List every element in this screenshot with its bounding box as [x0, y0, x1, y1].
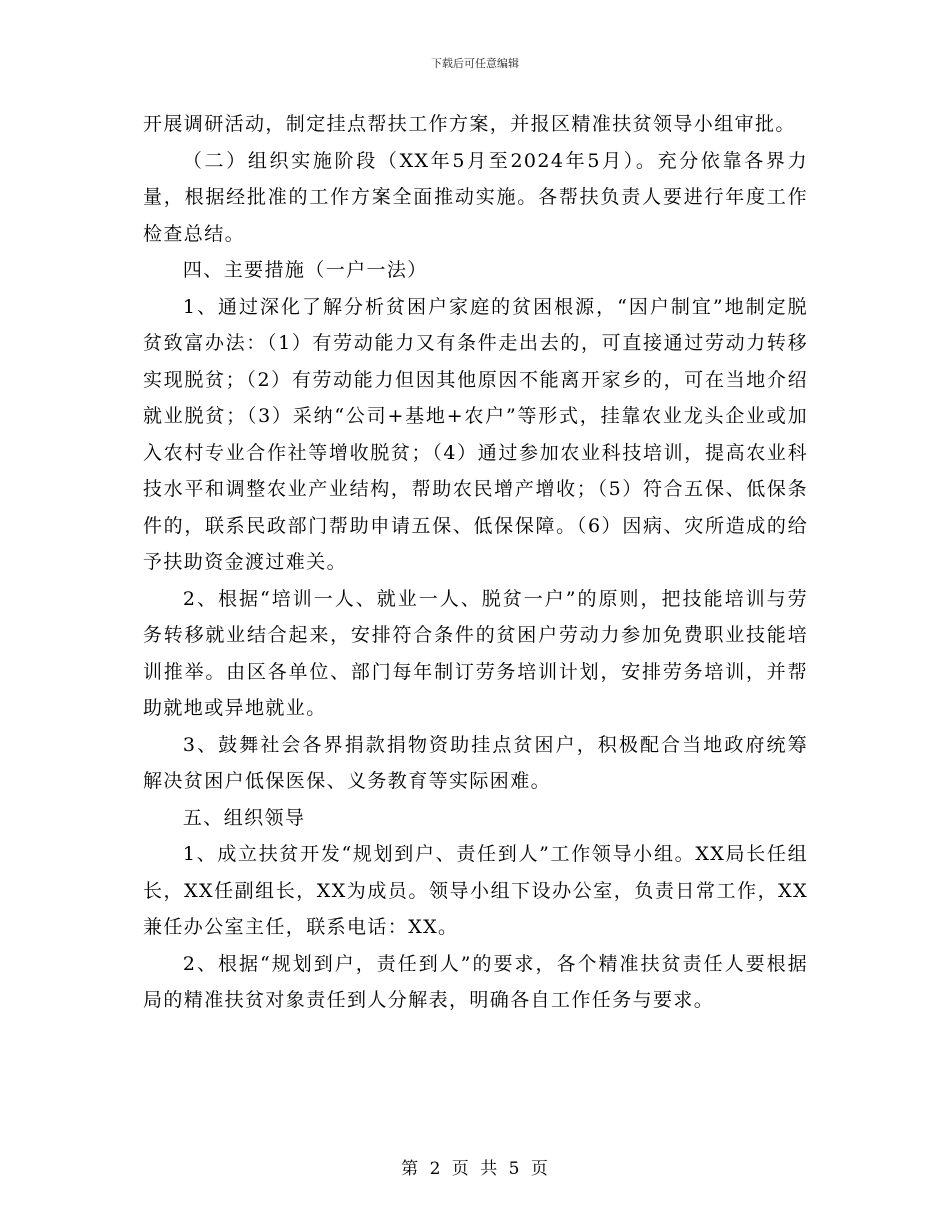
paragraph: 2、根据“规划到户，责任到人”的要求，各个精准扶贫责任人要根据局的精准扶贫对象责任到人分解表，明确各自工作任务与要求。: [143, 952, 808, 1011]
document-body: [143, 106, 808, 1019]
header-note: 下载后可任意编辑: [431, 57, 519, 70]
paragraph: 开展调研活动，制定挂点帮扶工作方案，并报区精准扶贫领导小组审批。: [143, 113, 796, 135]
paragraph: 1、通过深化了解分析贫困户家庭的贫困根源，“因户制宜”地制定脱贫致富办法：（1）有劳动能力又有条件走出去的，可直接通过劳动力转移实现脱贫；（2）有劳动能力但因其他原因不能离开家乡的，可在当地介绍就业脱贫；（3）采纳“公司+基地+农户”等形式，挂靠农业龙头企业或加入农村专业合作社等增收脱贫；（4）通过参加农业科技培训，提高农业科技水平和调整农业产业结构，帮助农民增产增收；（5）符合五保、低保条件的，联系民政部门帮助申请五保、低保保障。（6）因病、灾所造成的给予扶助资金渡过难关。: [143, 295, 808, 573]
section-heading: 五、组织领导: [182, 806, 306, 829]
section-heading: 四、主要措施（一户一法）: [182, 259, 428, 281]
paragraph: 1、成立扶贫开发“规划到户、责任到人”工作领导小组。XX局长任组长，XX任副组长，XX为成员。领导小组下设办公室，负责日常工作，XX兼任办公室主任，联系电话：XX。: [143, 843, 808, 938]
paragraph: 3、鼓舞社会各界捐款捐物资助挂点贫困户，积极配合当地政府统筹解决贫困户低保医保、义务教育等实际困难。: [143, 733, 808, 792]
paragraph: 2、根据“培训一人、就业一人、脱贫一户”的原则，把技能培训与劳务转移就业结合起来，安排符合条件的贫困户劳动力参加免费职业技能培训推举。由区各单位、部门每年制订劳务培训计划，安排劳务培训，并帮助就地或异地就业。: [143, 587, 808, 719]
page-number: 第 2 页 共 5 页: [401, 1159, 549, 1179]
paragraph: （二）组织实施阶段（XX年5月至2024年5月）。充分依靠各界力量，根据经批准的工作方案全面推动实施。各帮扶负责人要进行年度工作检查总结。: [143, 149, 808, 245]
